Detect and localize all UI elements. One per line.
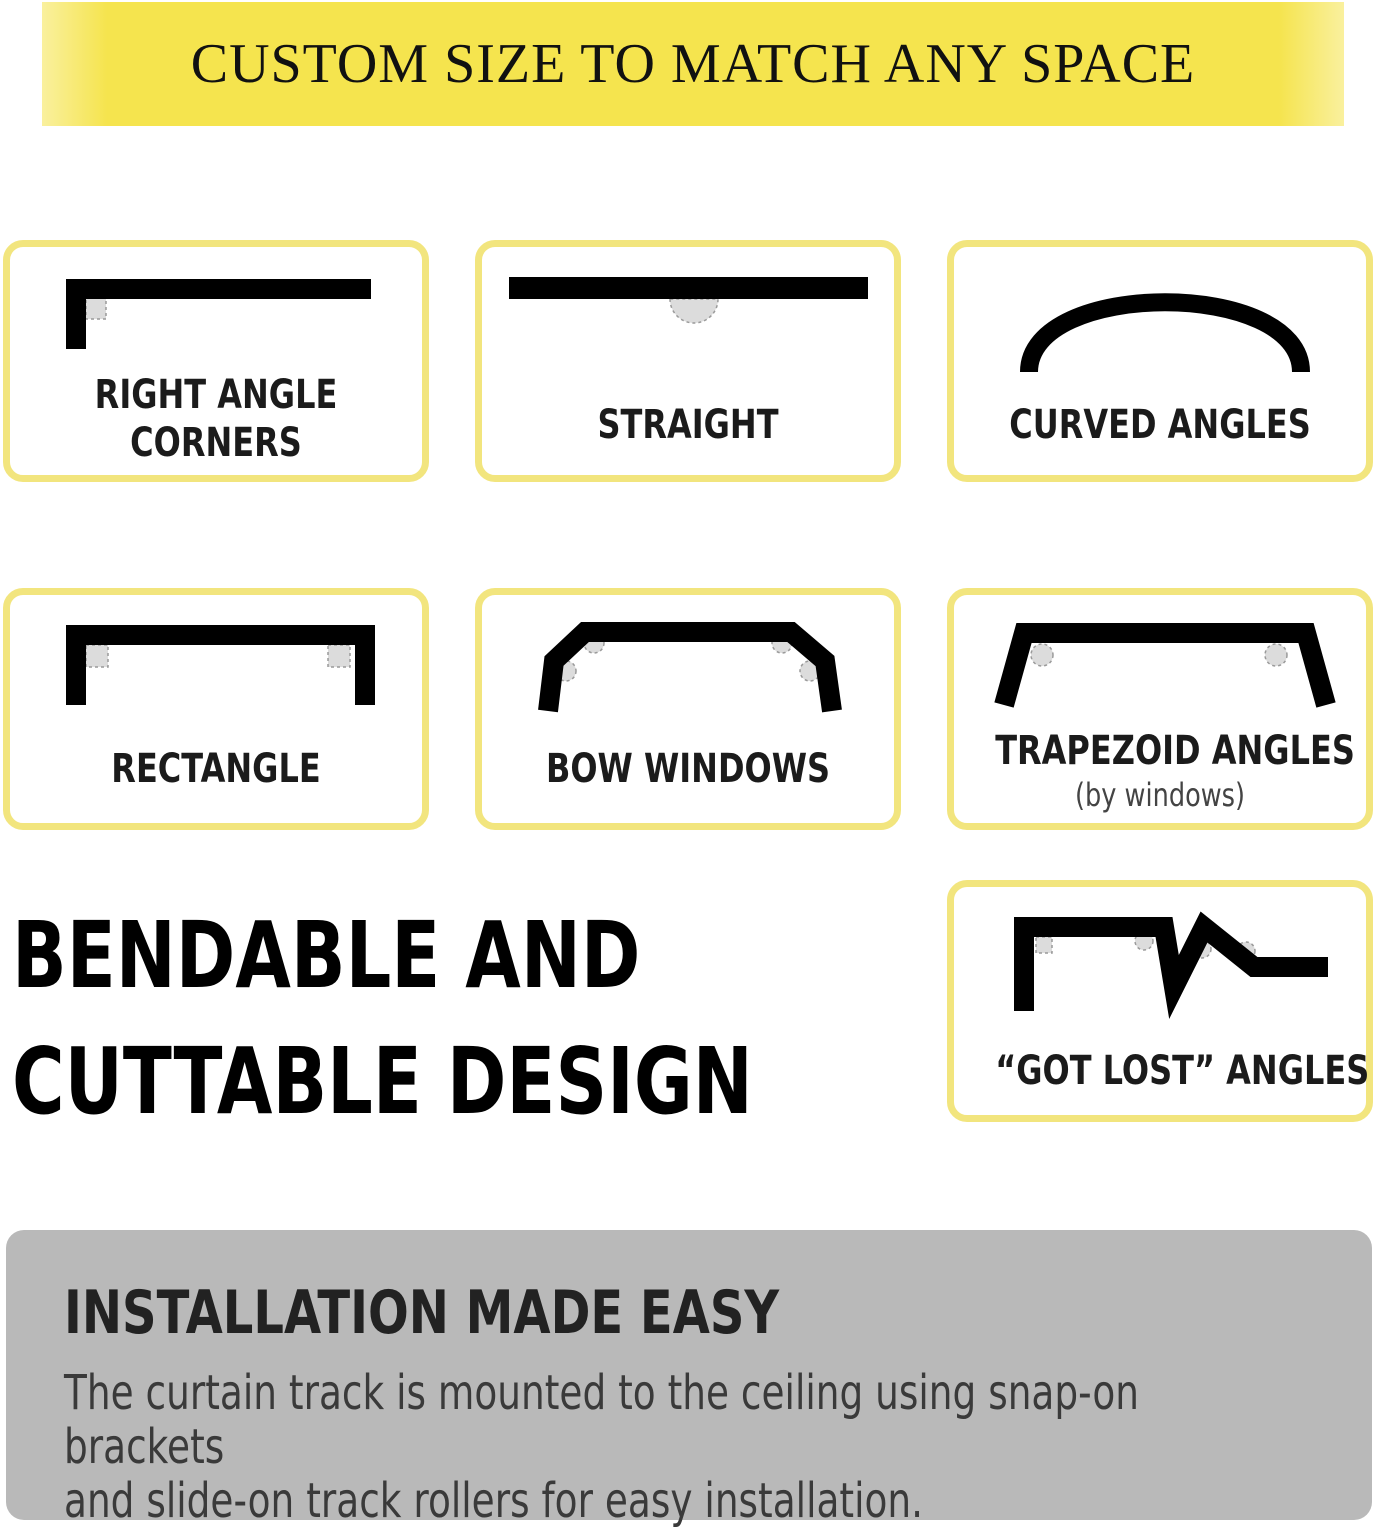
banner-title: CUSTOM SIZE TO MATCH ANY SPACE (190, 33, 1196, 95)
shape-sublabel: (by windows) (1075, 776, 1245, 814)
installation-line1: The curtain track is mounted to the ceiling using snap-on brackets (64, 1365, 1139, 1475)
installation-title: INSTALLATION MADE EASY (64, 1278, 780, 1348)
shape-card-bow-windows (475, 588, 901, 830)
shape-label-line2: CORNERS (130, 420, 302, 466)
shape-label: BOW WINDOWS (545, 746, 831, 792)
shape-card-got-lost (947, 880, 1373, 1122)
shape-card-trapezoid (947, 588, 1373, 830)
shape-label: TRAPEZOID ANGLES (995, 728, 1355, 774)
top-banner (42, 2, 1344, 126)
shape-label: STRAIGHT (597, 402, 779, 448)
shape-card-rectangle (3, 588, 429, 830)
shape-label: CURVED ANGLES (1009, 402, 1311, 448)
installation-description (64, 1366, 1156, 1528)
shape-card-straight (475, 240, 901, 482)
shape-label: RIGHT ANGLE (94, 372, 338, 418)
shape-card-right-angle (3, 240, 429, 482)
shape-label: “GOT LOST” ANGLES (995, 1048, 1370, 1094)
installation-panel (6, 1230, 1372, 1529)
headline-line1: BENDABLE AND (12, 902, 641, 1009)
shape-card-curved (947, 240, 1373, 482)
headline-line2: CUTTABLE DESIGN (12, 1028, 753, 1135)
shape-label: RECTANGLE (111, 746, 321, 792)
installation-line2: and slide-on track rollers for easy installation. (64, 1473, 924, 1529)
